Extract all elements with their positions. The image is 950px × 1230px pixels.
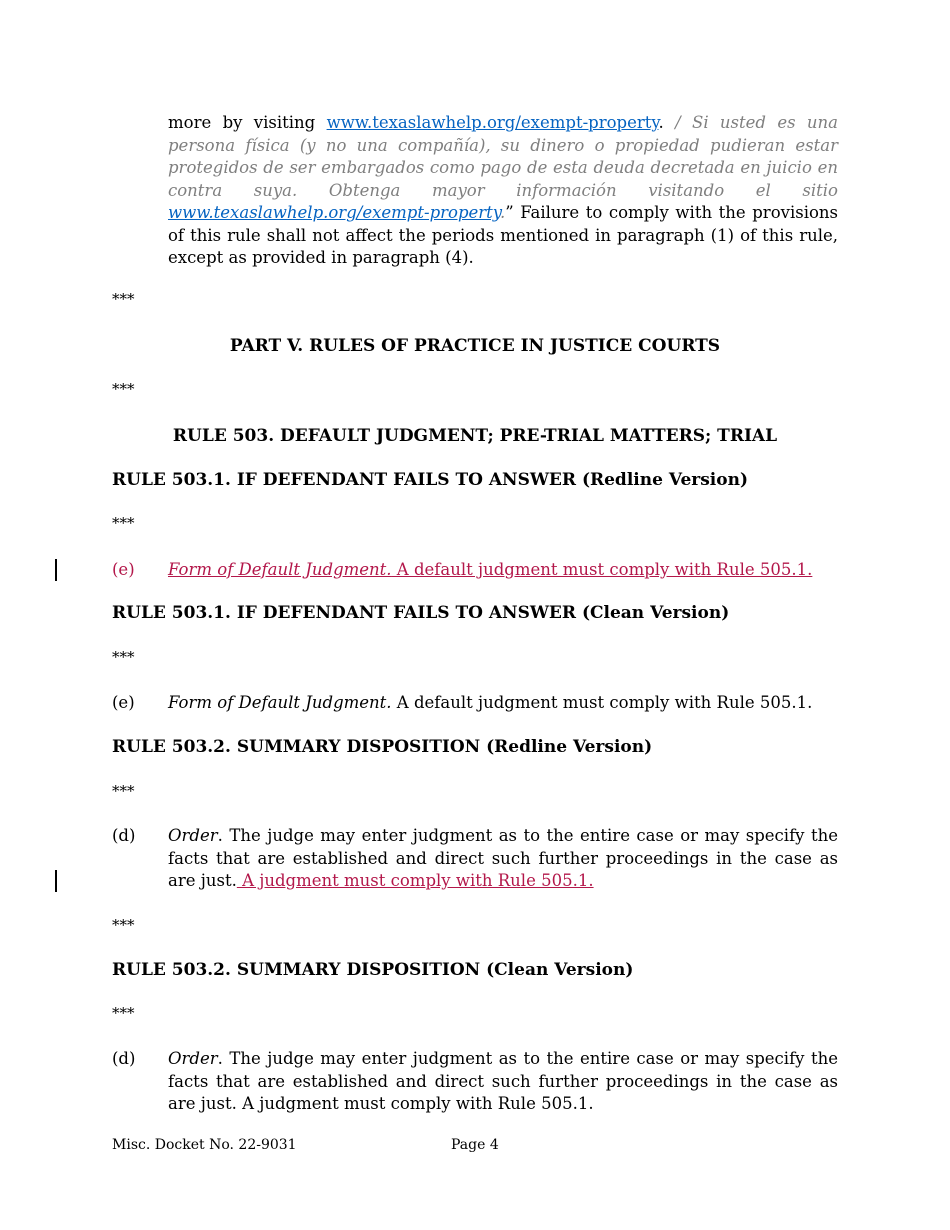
paragraph-text: . The judge may enter judgment as to the entire case or may specify the facts that are established and direct such further proceedings in the case as are just. A judgment must comply with Rule 505.1. (168, 1049, 838, 1113)
paragraph-text: A default judgment must comply with Rule 505.1. (391, 693, 813, 712)
part-heading: PART V. RULES OF PRACTICE IN JUSTICE COURTS (229, 336, 721, 356)
rule-503-heading: RULE 503. DEFAULT JUDGMENT; PRE-TRIAL MATTERS; TRIAL (172, 426, 778, 446)
rule-503-1-clean-paragraph (168, 692, 838, 715)
footer-docket: Misc. Docket No. 22-9031 (112, 1137, 297, 1153)
rule-503-2-clean-heading: RULE 503.2. SUMMARY DISPOSITION (Clean Version) (112, 960, 634, 980)
paragraph-title: Form of Default Judgment. (168, 693, 392, 712)
footer-page-number: Page 4 (451, 1137, 499, 1153)
paragraph-label: (d) (112, 1049, 136, 1068)
intro-paragraph (168, 112, 838, 270)
paragraph-title: Form of Default Judgment. (168, 560, 392, 579)
intro-tail: ” Failure to comply with the provisions of this rule shall not affect the periods mentioned in paragraph (1) of this rule, except as provided in paragraph (4). (168, 203, 838, 267)
rule-503-2-redline-paragraph (168, 825, 838, 893)
rule-503-1-redline-heading: RULE 503.1. IF DEFENDANT FAILS TO ANSWER (Redline Version) (112, 470, 748, 490)
rule-503-1-clean-heading: RULE 503.1. IF DEFENDANT FAILS TO ANSWER (Clean Version) (112, 603, 730, 623)
section-separator: *** (112, 1004, 135, 1022)
exempt-property-link[interactable]: www.texaslawhelp.org/exempt-property (326, 113, 659, 132)
exempt-property-link-spanish[interactable]: www.texaslawhelp.org/exempt-property (168, 203, 500, 222)
rule-503-2-clean-paragraph (168, 1048, 838, 1116)
intro-lead: more by visiting (168, 113, 327, 132)
rule-503-2-redline-heading: RULE 503.2. SUMMARY DISPOSITION (Redline Version) (112, 737, 653, 757)
section-separator: *** (112, 648, 135, 666)
paragraph-label: (e) (112, 693, 135, 712)
section-separator: *** (112, 290, 135, 308)
change-bar (55, 870, 57, 892)
section-separator: *** (112, 782, 135, 800)
paragraph-label: (e) (112, 560, 135, 579)
rule-503-1-redline-paragraph (112, 559, 836, 582)
paragraph-text: A default judgment must comply with Rule 505.1. (391, 560, 813, 579)
spanish-notice-end: . (499, 203, 506, 222)
change-bar (55, 559, 57, 581)
section-separator: *** (112, 514, 135, 532)
inserted-text: A judgment must comply with Rule 505.1. (236, 871, 594, 890)
paragraph-title: Order (168, 826, 218, 845)
intro-after-link: . (658, 113, 676, 132)
section-separator: *** (112, 916, 135, 934)
paragraph-text: . The judge may enter judgment as to the entire case or may specify the facts that are established and direct such further proceedings in the case as are just. (168, 826, 838, 890)
spanish-notice: / Si usted es una persona física (y no una compañía), su dinero o propiedad pudieran estar protegidos de ser embargados como pago de esta deuda decretada en juicio en contra suya. Obtenga mayor información visitando el sitio (168, 113, 838, 200)
paragraph-label: (d) (112, 826, 136, 845)
section-separator: *** (112, 380, 135, 398)
paragraph-title: Order (168, 1049, 218, 1068)
